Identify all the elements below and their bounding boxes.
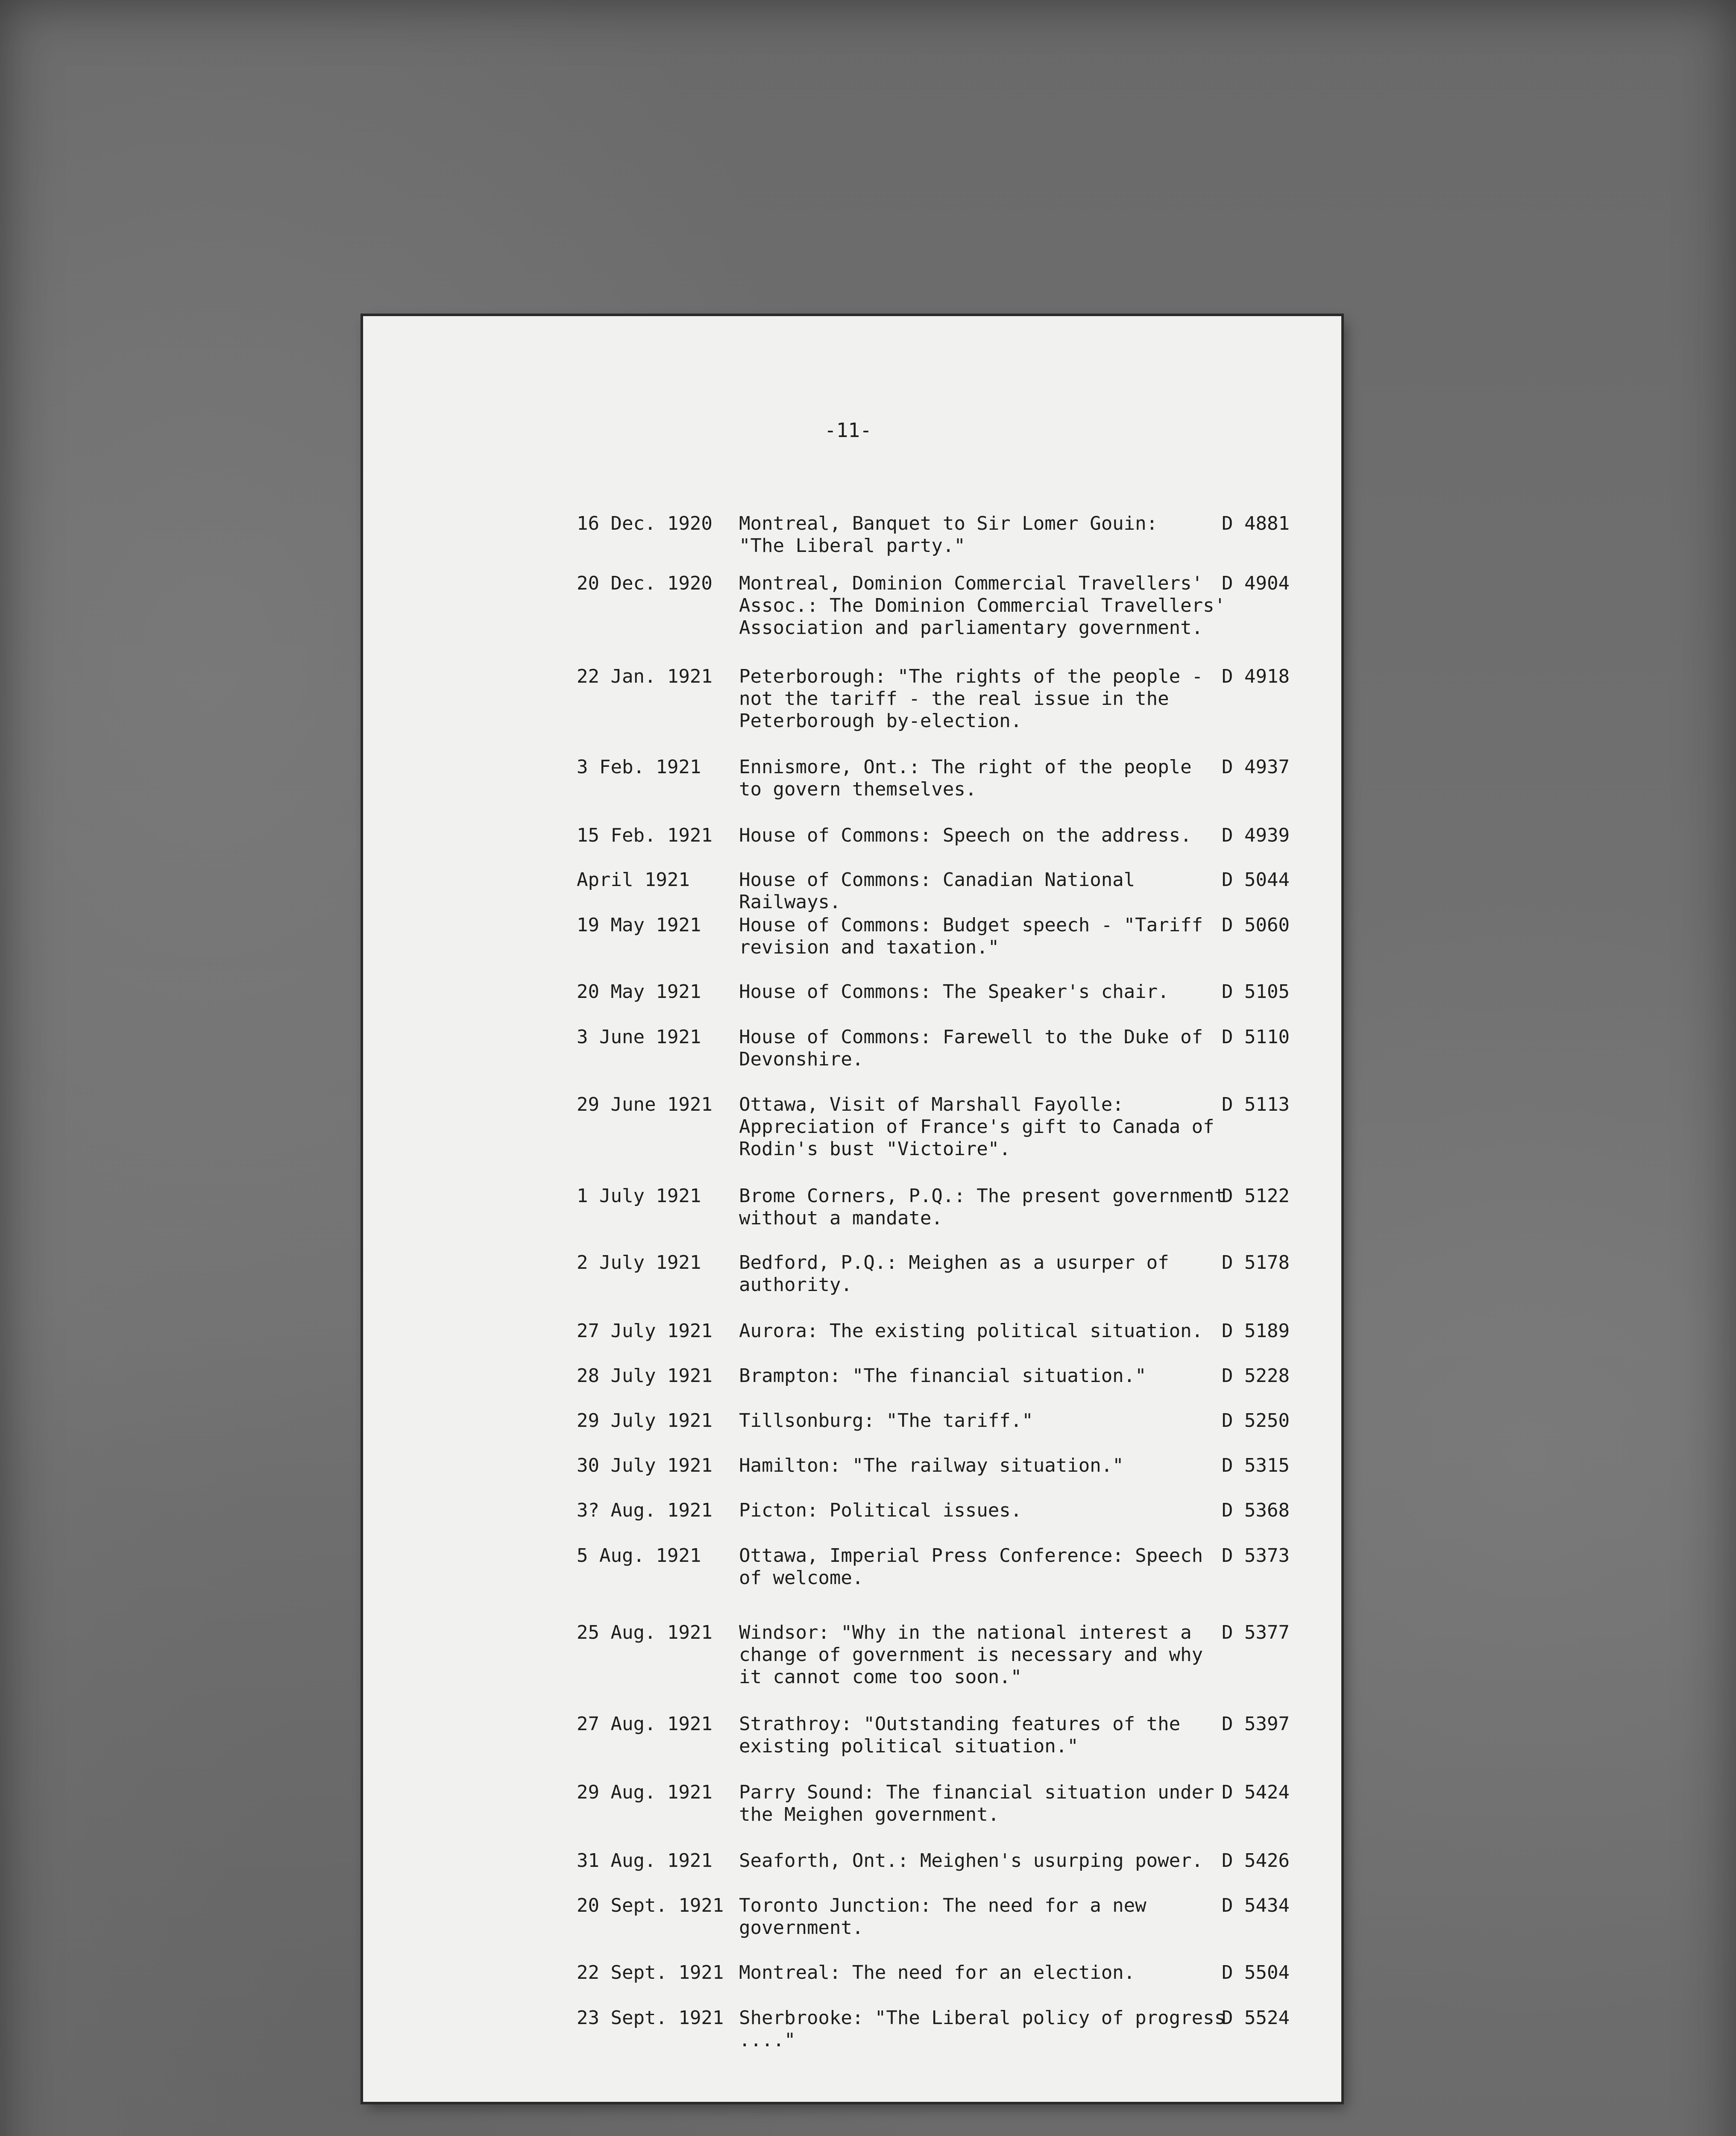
entry-desc: Windsor: "Why in the national interest a change of government is necessary and why it cannot come too soon." — [739, 1622, 1203, 1688]
entry-ref: D 4904 — [1222, 572, 1290, 594]
document-sheet — [363, 316, 1341, 2102]
entry-ref: D 5105 — [1222, 981, 1290, 1003]
entry-ref: D 5228 — [1222, 1365, 1290, 1387]
entry-date: April 1921 — [577, 869, 690, 891]
entry-date: 27 Aug. 1921 — [577, 1713, 713, 1735]
entry-date: 29 Aug. 1921 — [577, 1781, 713, 1803]
entry-date: 29 June 1921 — [577, 1094, 713, 1115]
entry-date: 5 Aug. 1921 — [577, 1545, 701, 1567]
entry-ref: D 5250 — [1222, 1410, 1290, 1432]
entry-date: 22 Sept. 1921 — [577, 1962, 724, 1983]
entry-ref: D 5434 — [1222, 1895, 1290, 1916]
entry-ref: D 5122 — [1222, 1185, 1290, 1207]
entry-desc: Montreal: The need for an election. — [739, 1962, 1135, 1983]
entry-desc: Peterborough: "The rights of the people - not the tariff - the real issue in the Peterborough by-election. — [739, 666, 1203, 732]
entry-desc: Seaforth, Ont.: Meighen's usurping power. — [739, 1850, 1203, 1872]
entry-ref: D 4881 — [1222, 513, 1290, 534]
entry-ref: D 5504 — [1222, 1962, 1290, 1983]
entry-ref: D 5060 — [1222, 914, 1290, 936]
entry-desc: Tillsonburg: "The tariff." — [739, 1410, 1033, 1432]
entry-ref: D 5426 — [1222, 1850, 1290, 1872]
entry-ref: D 5044 — [1222, 869, 1290, 891]
entry-ref: D 5315 — [1222, 1455, 1290, 1476]
entry-ref: D 5110 — [1222, 1026, 1290, 1048]
entry-date: 23 Sept. 1921 — [577, 2007, 724, 2029]
entry-ref: D 4939 — [1222, 824, 1290, 846]
page-number: -11- — [824, 419, 872, 442]
entry-date: 25 Aug. 1921 — [577, 1622, 713, 1643]
entry-desc: Brampton: "The financial situation." — [739, 1365, 1147, 1387]
entry-desc: House of Commons: Speech on the address. — [739, 824, 1192, 846]
entry-date: 29 July 1921 — [577, 1410, 713, 1432]
entry-date: 28 July 1921 — [577, 1365, 713, 1387]
entry-date: 1 July 1921 — [577, 1185, 701, 1207]
entry-desc: Bedford, P.Q.: Meighen as a usurper of authority. — [739, 1252, 1169, 1296]
entry-date: 19 May 1921 — [577, 914, 701, 936]
entry-ref: D 4918 — [1222, 666, 1290, 687]
entry-date: 31 Aug. 1921 — [577, 1850, 713, 1872]
entry-ref: D 5524 — [1222, 2007, 1290, 2029]
entry-ref: D 5113 — [1222, 1094, 1290, 1115]
entry-ref: D 5368 — [1222, 1499, 1290, 1521]
entry-desc: Toronto Junction: The need for a new government. — [739, 1895, 1147, 1939]
entry-desc: Hamilton: "The railway situation." — [739, 1455, 1124, 1476]
entry-ref: D 5377 — [1222, 1622, 1290, 1643]
entry-date: 27 July 1921 — [577, 1320, 713, 1342]
entry-desc: Sherbrooke: "The Liberal policy of progress ...." — [739, 2007, 1226, 2051]
entry-date: 15 Feb. 1921 — [577, 824, 713, 846]
entry-date: 30 July 1921 — [577, 1455, 713, 1476]
entry-desc: Ottawa, Visit of Marshall Fayolle: Appreciation of France's gift to Canada of Rodin's bust "Victoire". — [739, 1094, 1214, 1160]
entry-ref: D 4937 — [1222, 756, 1290, 778]
entry-date: 20 Sept. 1921 — [577, 1895, 724, 1916]
entry-date: 20 Dec. 1920 — [577, 572, 713, 594]
entry-desc: House of Commons: Budget speech - "Tariff revision and taxation." — [739, 914, 1203, 958]
entry-desc: Ottawa, Imperial Press Conference: Speech of welcome. — [739, 1545, 1203, 1589]
entry-date: 3 June 1921 — [577, 1026, 701, 1048]
entry-desc: Montreal, Banquet to Sir Lomer Gouin: "The Liberal party." — [739, 513, 1158, 557]
entry-date: 3? Aug. 1921 — [577, 1499, 713, 1521]
entry-ref: D 5397 — [1222, 1713, 1290, 1735]
entry-desc: Picton: Political issues. — [739, 1499, 1022, 1521]
entry-desc: Montreal, Dominion Commercial Travellers' Assoc.: The Dominion Commercial Travellers' Association and parliamentary government. — [739, 572, 1226, 639]
entry-date: 3 Feb. 1921 — [577, 756, 701, 778]
entry-desc: House of Commons: Canadian National Railways. — [739, 869, 1147, 913]
entry-ref: D 5373 — [1222, 1545, 1290, 1567]
entry-date: 16 Dec. 1920 — [577, 513, 713, 534]
entry-desc: Aurora: The existing political situation. — [739, 1320, 1203, 1342]
entry-desc: House of Commons: The Speaker's chair. — [739, 981, 1169, 1003]
entry-desc: Strathroy: "Outstanding features of the existing political situation." — [739, 1713, 1181, 1757]
entry-date: 2 July 1921 — [577, 1252, 701, 1273]
entry-ref: D 5424 — [1222, 1781, 1290, 1803]
entry-desc: Ennismore, Ont.: The right of the people to govern themselves. — [739, 756, 1192, 800]
entry-desc: Parry Sound: The financial situation under the Meighen government. — [739, 1781, 1214, 1825]
entry-date: 22 Jan. 1921 — [577, 666, 713, 687]
entry-desc: House of Commons: Farewell to the Duke of Devonshire. — [739, 1026, 1203, 1070]
entry-ref: D 5189 — [1222, 1320, 1290, 1342]
entry-desc: Brome Corners, P.Q.: The present government without a mandate. — [739, 1185, 1226, 1229]
entry-ref: D 5178 — [1222, 1252, 1290, 1273]
entry-date: 20 May 1921 — [577, 981, 701, 1003]
